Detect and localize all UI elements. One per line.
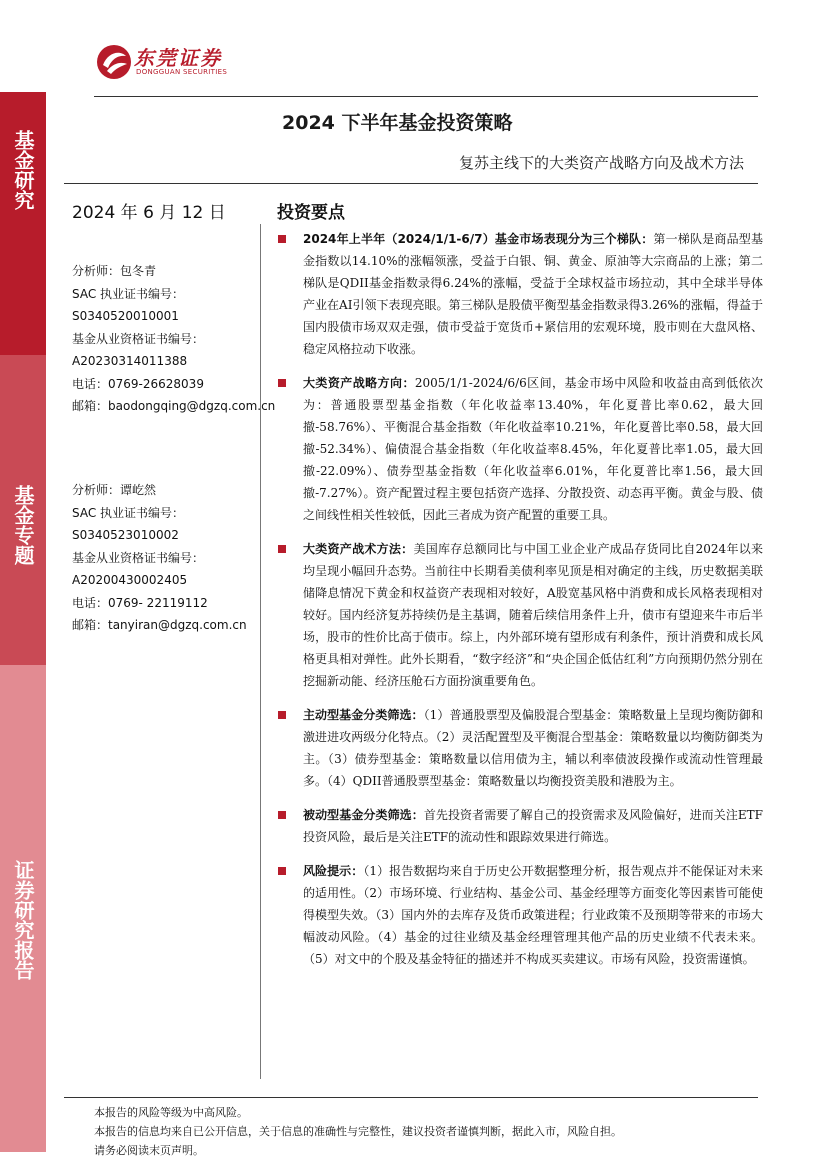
- brand-name-cn: 东莞证券: [134, 46, 222, 70]
- report-subtitle: 复苏主线下的大类资产战略方向及战术方法: [458, 154, 744, 172]
- highlight-body: 美国库存总额同比与中国工业企业产成品存货同比自2024年以来均呈现小幅回升态势。当前往中长期看美债利率见顶是相对确定的主线，历史数据美联储降息情况下黄金和权益资产表现相对较好，A股宽基风格中消费和成长风格表现相对较好。国内经济复苏持续仍是主基调，随着后续信用条件上升，债市有望迎来牛市后半场，股市的性价比高于债市。综上，内外部环境有望形成有利条件，预计消费和成长风格更具相对弹性。此外长期看，“数字经济”和“央企国企低估红利”方向预期仍然分别在挖掘新动能、经济压舱石方面扮演重要角色。: [303, 542, 763, 688]
- bullet-square-icon: [278, 867, 286, 875]
- bullet-square-icon: [278, 379, 286, 387]
- fund-cert-label: 基金从业资格证书编号：: [72, 331, 205, 346]
- analyst-name: 分析师：谭屹然: [72, 483, 157, 497]
- bullet-square-icon: [278, 235, 286, 243]
- title-divider: [64, 183, 758, 184]
- fund-cert-number: A20230314011388: [72, 354, 188, 368]
- company-logo: [94, 40, 234, 84]
- bullet-square-icon: [278, 711, 286, 719]
- disclaimer-risk-level: 本报告的风险等级为中高风险。: [94, 1106, 248, 1119]
- sidebar-segment-fund-topic: [0, 355, 46, 665]
- highlight-body: 首先投资者需要了解自己的投资需求及风险偏好，进而关注ETF投资风险，最后是关注ETF的流动性和跟踪效果进行筛选。: [303, 808, 763, 844]
- analyst-card: [72, 479, 262, 637]
- dongguan-logo-icon: [94, 42, 134, 82]
- report-title: 2024 下半年基金投资策略: [282, 112, 513, 134]
- highlight-heading: 大类资产战略方向：: [303, 376, 415, 390]
- sidebar-segment-securities-report: [0, 665, 46, 1152]
- bullet-square-icon: [278, 811, 286, 819]
- sidebar-label-fund-topic: 基金专题: [11, 485, 35, 565]
- highlight-heading: 被动型基金分类筛选：: [303, 808, 424, 822]
- disclaimer: [94, 1103, 622, 1160]
- brand-name-en: DONGGUAN SECURITIES: [136, 68, 228, 76]
- analyst-phone: 电话：0769-26628039: [72, 376, 204, 391]
- fund-cert-label: 基金从业资格证书编号：: [72, 550, 205, 565]
- sac-number: S0340520010001: [72, 309, 179, 323]
- sac-number: S0340523010002: [72, 528, 179, 542]
- sac-label: SAC 执业证书编号：: [72, 286, 185, 301]
- sidebar-label-fund-research: 基金研究: [11, 130, 35, 210]
- highlight-item: [277, 228, 763, 360]
- highlight-heading: 主动型基金分类筛选：: [303, 708, 424, 722]
- sidebar-label-securities-report: 证券研究报告: [11, 860, 35, 980]
- analyst-email[interactable]: 邮箱：baodongqing@dgzq.com.cn: [72, 399, 276, 413]
- investment-highlights: [277, 228, 763, 982]
- report-date: 2024 年 6 月 12 日: [72, 203, 226, 223]
- highlight-item: [277, 538, 763, 692]
- bullet-square-icon: [278, 545, 286, 553]
- highlight-body: 2005/1/1-2024/6/6区间，基金市场中风险和收益由高到低依次为：普通股票型基金指数（年化收益率13.40%，年化夏普比率0.62，最大回撤-58.76%）、平衡混合基金指数（年化收益率10.21%，年化夏普比率0.58，最大回撤-52.34%）、偏债混合基金指数（年化收益率8.45%，年化夏普比率1.05，最大回撤-22.09%）、债券型基金指数（年化收益率6.01%，年化夏普比率1.56，最大回撤-7.27%）。资产配置过程主要包括资产选择、分散投资、动态再平衡。黄金与股、债之间线性相关性较低，因此三者成为资产配置的重要工具。: [303, 376, 763, 522]
- highlight-item: [277, 372, 763, 526]
- analyst-email[interactable]: 邮箱：tanyiran@dgzq.com.cn: [72, 618, 247, 632]
- highlight-heading: 大类资产战术方法：: [303, 542, 414, 556]
- highlight-heading: 风险提示：: [303, 864, 364, 878]
- sac-label: SAC 执业证书编号：: [72, 505, 185, 520]
- footer-divider: [64, 1097, 758, 1098]
- sidebar-segment-fund-research: [0, 92, 46, 355]
- highlight-item: [277, 704, 763, 792]
- highlight-item: [277, 804, 763, 848]
- highlight-body: 第一梯队是商品型基金指数以14.10%的涨幅领涨，受益于白银、铜、黄金、原油等大宗商品的上涨；第二梯队是QDII基金指数录得6.24%的涨幅，受益于全球权益市场拉动，其中全球半导体产业在AI引领下表现亮眼。第三梯队是股债平衡型基金指数录得3.26%的涨幅，得益于国内股债市场双双走强，债市受益于宽货币+紧信用的宏观环境，股市则在大盘风格、稳定风格拉动下收涨。: [303, 232, 763, 356]
- highlight-body: （1）报告数据均来自于历史公开数据整理分析，报告观点并不能保证对未来的适用性。（2）市场环境、行业结构、基金公司、基金经理等方面变化等因素皆可能使得模型失效。（3）国内外的去库存及货币政策进程；行业政策不及预期等带来的市场大幅波动风险。（4）基金的过往业绩及基金经理管理其他产品的历史业绩不代表未来。（5）对文中的个股及基金特征的描述并不构成买卖建议。市场有风险，投资需谨慎。: [303, 864, 763, 966]
- highlight-item: [277, 860, 763, 970]
- header-divider: [94, 96, 758, 97]
- analyst-card: [72, 260, 276, 418]
- analyst-phone: 电话：0769- 22119112: [72, 595, 208, 610]
- highlight-heading: 2024年上半年（2024/1/1-6/7）基金市场表现分为三个梯队：: [303, 232, 654, 246]
- analyst-name: 分析师：包冬青: [72, 264, 157, 278]
- disclaimer-read-notice: 请务必阅读末页声明。: [94, 1144, 204, 1157]
- section-title: 投资要点: [277, 203, 345, 223]
- disclaimer-info-source: 本报告的信息均来自已公开信息，关于信息的准确性与完整性，建议投资者谨慎判断，据此入市，风险自担。: [94, 1125, 622, 1138]
- highlight-body: （1）普通股票型及偏股混合型基金：策略数量上呈现均衡防御和激进进攻两级分化特点。（2）灵活配置型及平衡混合型基金：策略数量以均衡防御类为主。（3）债券型基金：策略数量以信用债为主，辅以利率债波段操作或流动性管理最多。（4）QDII普通股票型基金：策略数量以均衡投资美股和港股为主。: [303, 708, 763, 788]
- fund-cert-number: A20200430002405: [72, 573, 188, 587]
